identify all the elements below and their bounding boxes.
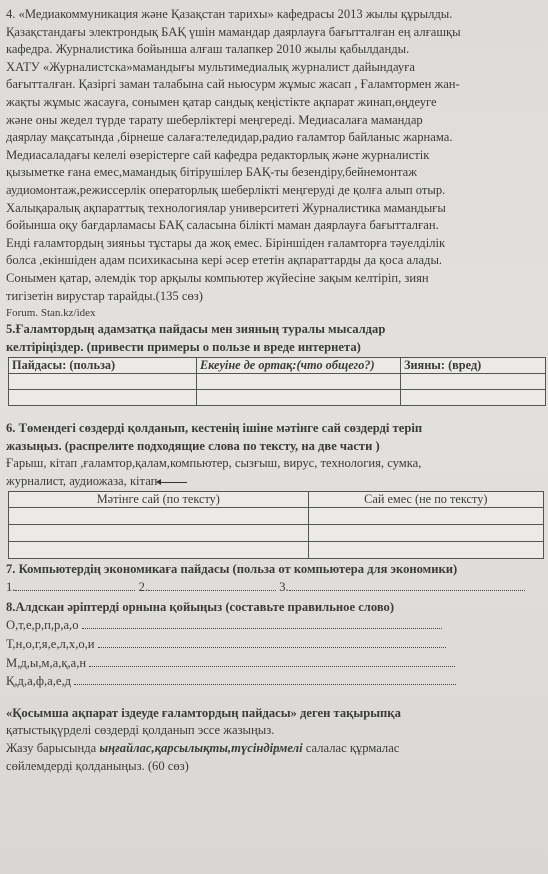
task6-line: жазыңыз. (распрелите подходящие слова по тексту, на две части ) [6,438,380,453]
para4-line: тигізетін вирустар тарайды.(135 сөз) [6,288,203,303]
para4-line: жақты жұмыс жасауға, сонымен қатар сандық кеңістікте ақпарат жинап,өңдеуге [6,94,437,109]
answer-cell[interactable] [308,541,543,558]
header-matching: Мәтінге сай (по тексту) [9,491,309,507]
answer-cell[interactable] [196,374,400,390]
task-7 [6,561,548,597]
task-5-prompt [6,321,548,356]
answer-cell[interactable] [9,524,309,541]
paragraph-4 [6,6,548,305]
para4-line: Сонымен қатар, әлемдік тор арқылы компьютер жүйесіне зақым келтіріп, зиян [6,270,429,285]
task8-item [6,635,548,654]
answer-cell[interactable] [9,507,309,524]
answer-line[interactable] [98,635,446,648]
answer-cell[interactable] [196,390,400,406]
task6-words-line2 [6,473,548,491]
task8-title: 8.Алдскан әріптерді орнына қойыңыз (составьте правильное слово) [6,599,395,614]
task8-item [6,672,548,691]
para4-line: аудиомонтаж,режиссерлік операторлық шеберлікті меңгеруді де қолға алып отыр. [6,182,446,197]
task9-line3 [6,740,548,758]
answer-cell[interactable] [308,524,543,541]
para4-line: ХАТУ «Журналистска»мамандығы мультимедиалық журналист дайындауға [6,59,415,74]
answer-number: 2. [138,580,149,595]
header-common: Екеуіне де ортақ:(что общего?) [196,358,400,374]
task-6-table [8,491,544,559]
para4-line: Қазақстандағы электрондық БАҚ үшін мамандар даярлауға бағытталған ең алғашқы [6,24,461,39]
task5-line: 5.Ғаламтордың адамзатқа пайдасы мен зияның туралы мысалдар [6,322,386,337]
task8-item [6,616,548,635]
answer-cell[interactable] [9,374,197,390]
task-8 [6,599,548,691]
task5-line: келтіріңіздер. (привести примеры о пользе и вреде интернета) [6,339,361,354]
para4-line: Медиасаладағы келелі өзерістерге сай кафедра редакторлық және журналистік [6,147,430,162]
answer-line[interactable] [82,616,442,629]
arrow-icon [159,482,187,483]
answer-cell[interactable] [400,390,545,406]
para4-line: бағытталған. Қазіргі заман талабына сай ньюсурм жұмыс жасап , Ғаламтормен жан- [6,77,460,92]
header-harm: Зияны: (вред) [400,358,545,374]
header-not-matching: Сай емес (не по тексту) [308,491,543,507]
para4-line: Халықаралық ақпараттық технологиялар университеті Журналистика мамандығы [6,200,446,215]
task9-line: қатыстықүрделі сөздерді қолданып эссе жазыңыз. [6,723,275,738]
para4-line: Енді ғаламтордың зияньы тұстары да жоқ емес. Біріншіден ғаламторға тәуелділік [6,235,446,250]
source-reference: Forum. Stan.kz/idex [6,307,96,320]
scrambled-word: Қ,д,а,ф,а,е,д [6,674,72,689]
para4-line: болса ,екіншіден адам психикасына кері әсер ететін ақпараттарды да қоса алады. [6,253,443,268]
answer-cell[interactable] [9,541,309,558]
answer-line[interactable] [15,578,135,591]
answer-number: 3. [279,580,289,595]
scrambled-word: М,д,ы,м,а,қ,а,н [6,655,87,670]
task8-item [6,654,548,673]
answer-line[interactable] [74,672,456,685]
task-6-prompt [6,420,548,490]
header-benefit: Пайдасы: (польза) [9,358,197,374]
answer-cell[interactable] [308,507,543,524]
task7-title: 7. Компьютердің экономикаға пайдасы (польза от компьютера для экономики) [6,561,458,576]
para4-line: және оны жедел түрде тарату шеберліктері меңгереді. Медиасалаға мамандар [6,112,423,127]
para4-line: бойынша оқу бағдарламасы БАҚ саласына білікті маман даярлауға бағытталған. [6,218,439,233]
task9-line: сөйлемдерді қолданыңыз. (60 сөз) [6,758,189,773]
task-9 [6,705,548,775]
para4-line: 4. «Медиакоммуникация және Қазақстан тарихы» кафедрасы 2013 жылы құрылды. [6,7,453,21]
task6-line: 6. Төмендегі сөздерді қолданып, кестенің ішіне мәтінге сай сөздерді теріп [6,421,423,436]
task9-text: Жазу барысында [6,741,100,755]
task6-words-text: журналист, аудиожаза, кітап [6,474,158,489]
task9-line: «Қосымша ақпарат іздеуде ғаламтордың пайдасы» деген тақырыпқа [6,705,401,720]
para4-line: кафедра. Журналистика бойынша алғаш талапкер 2010 жылы қабылданды. [6,42,410,57]
para4-line: қызыметке ғана емес,мамандық бітірушілер БАҚ-ты безендіру,бейнемонтаж [6,165,417,180]
task9-text: салалас құрмалас [302,741,400,755]
task6-words: Ғарыш, кітап ,ғаламтор,қалам,компьютер, сызғыш, вирус, технология, сумка, [6,456,422,471]
answer-line[interactable] [148,578,276,591]
scrambled-word: О,т,е,р,п,р,а,о [6,618,79,633]
answer-line[interactable] [89,654,455,667]
task7-answers [6,578,548,597]
answer-cell[interactable] [400,374,545,390]
task9-emphasis: ыңғайлас,қарсылықты,түсіндірмелі [99,741,303,755]
task-5-table [8,357,546,406]
scrambled-word: Т,н,о,г,я,е,л,х,о,и [6,637,95,652]
answer-number: 1. [6,580,16,595]
answer-line[interactable] [289,578,525,591]
answer-cell[interactable] [9,390,197,406]
para4-line: даярлау мақсатында ,бірнеше салаға:теледидар,радио ғаламтор байланыс жарнама. [6,130,453,145]
